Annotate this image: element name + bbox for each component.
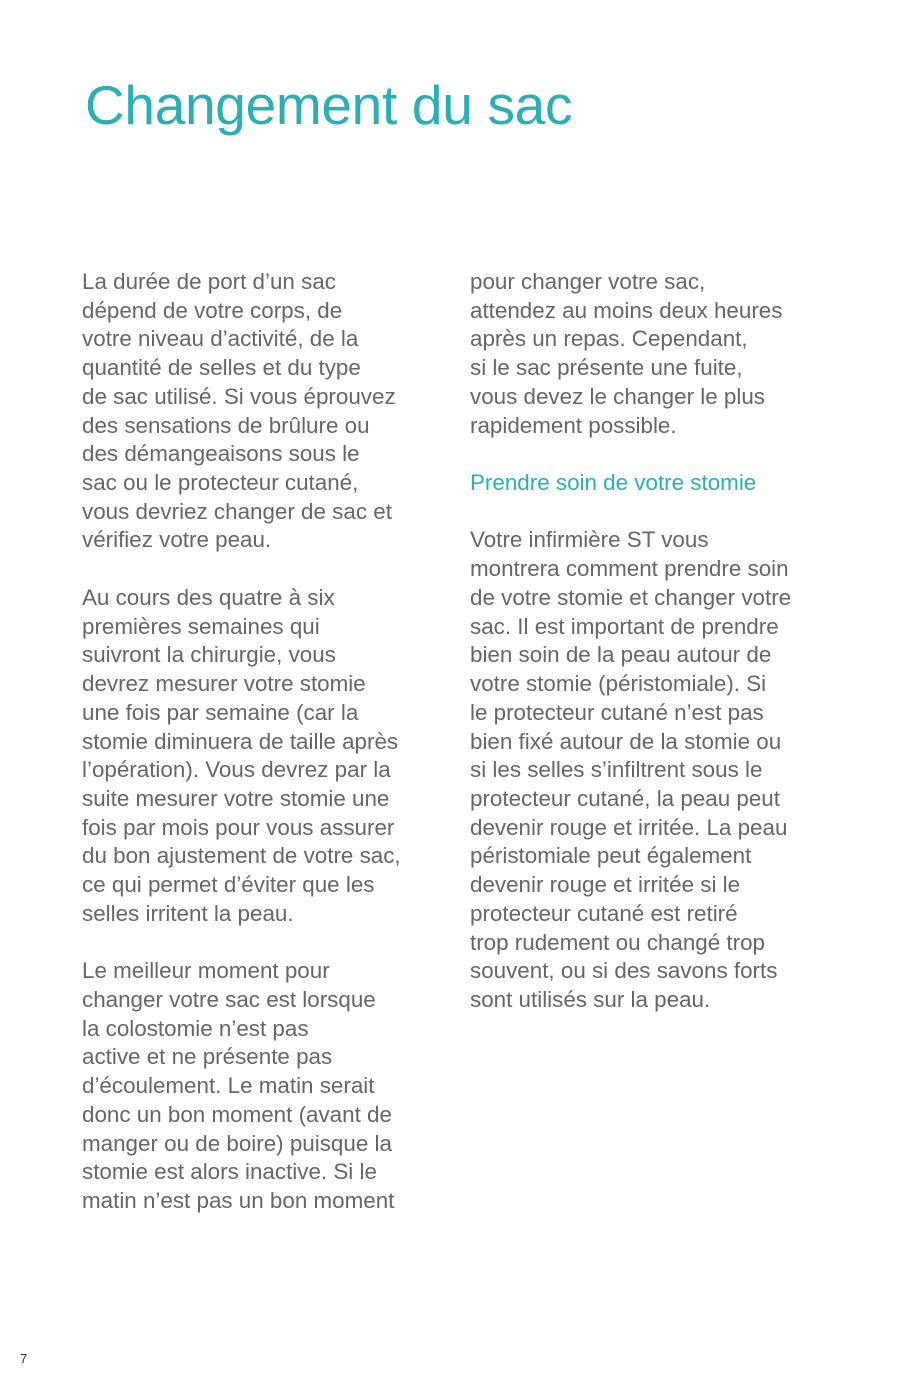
text-line: attendez au moins deux heures xyxy=(470,297,783,323)
text-line: des sensations de brûlure ou xyxy=(82,412,370,438)
text-line: ce qui permet d’éviter que les xyxy=(82,872,375,898)
text-line: suivront la chirurgie, vous xyxy=(82,642,336,668)
text-line: rapidement possible. xyxy=(470,412,677,438)
text-line: suite mesurer votre stomie une xyxy=(82,785,390,811)
text-line: l’opération). Vous devrez par la xyxy=(82,757,391,783)
text-line: devenir rouge et irritée si le xyxy=(470,872,741,898)
section-subheading: Prendre soin de votre stomie xyxy=(470,470,757,496)
text-line: devenir rouge et irritée. La peau xyxy=(470,814,788,840)
subheading-block xyxy=(470,469,850,498)
text-line: bien fixé autour de la stomie ou xyxy=(470,728,782,754)
page-title: Changement du sac xyxy=(85,74,573,136)
text-line: trop rudement ou changé trop xyxy=(470,929,766,955)
text-line: sac. Il est important de prendre xyxy=(470,613,779,639)
text-line: donc un bon moment (avant de xyxy=(82,1101,392,1127)
text-line: une fois par semaine (car la xyxy=(82,699,359,725)
text-line: sac ou le protecteur cutané, xyxy=(82,470,359,496)
right-column xyxy=(470,268,850,1043)
text-line: bien soin de la peau autour de xyxy=(470,642,772,668)
text-line: vous devriez changer de sac et xyxy=(82,498,392,524)
paragraph xyxy=(82,268,462,555)
text-line: Votre infirmière ST vous xyxy=(470,527,709,553)
text-line: si les selles s’infiltrent sous le xyxy=(470,757,763,783)
text-line: La durée de port d’un sac xyxy=(82,269,336,294)
text-line: quantité de selles et du type xyxy=(82,355,361,381)
text-line: d’écoulement. Le matin serait xyxy=(82,1073,375,1099)
left-column xyxy=(82,268,462,1244)
text-line: votre niveau d’activité, de la xyxy=(82,326,359,352)
text-line: manger ou de boire) puisque la xyxy=(82,1130,392,1156)
text-line: si le sac présente une fuite, xyxy=(470,355,743,381)
text-line: de sac utilisé. Si vous éprouvez xyxy=(82,383,396,409)
text-line: Au cours des quatre à six xyxy=(82,584,335,610)
text-line: le protecteur cutané n’est pas xyxy=(470,699,764,725)
paragraph xyxy=(82,584,462,929)
text-line: matin n’est pas un bon moment xyxy=(82,1188,395,1213)
text-line: active et ne présente pas xyxy=(82,1044,333,1070)
text-line: pour changer votre sac, xyxy=(470,269,706,294)
paragraph xyxy=(470,268,850,440)
text-line: selles irritent la peau. xyxy=(82,900,294,926)
text-line: protecteur cutané est retiré xyxy=(470,900,738,926)
text-line: vous devez le changer le plus xyxy=(470,383,765,409)
text-line: premières semaines qui xyxy=(82,613,320,639)
text-line: des démangeaisons sous le xyxy=(82,441,360,467)
text-line: Le meilleur moment pour xyxy=(82,958,330,984)
text-line: du bon ajustement de votre sac, xyxy=(82,843,401,869)
text-line: de votre stomie et changer votre xyxy=(470,584,792,610)
text-line: sont utilisés sur la peau. xyxy=(470,986,711,1012)
text-line: fois par mois pour vous assurer xyxy=(82,814,395,840)
text-line: protecteur cutané, la peau peut xyxy=(470,785,780,811)
paragraph xyxy=(82,957,462,1215)
text-line: devrez mesurer votre stomie xyxy=(82,671,366,697)
paragraph xyxy=(470,526,850,1014)
text-line: souvent, ou si des savons forts xyxy=(470,958,778,984)
text-line: stomie est alors inactive. Si le xyxy=(82,1159,377,1185)
text-line: péristomiale peut également xyxy=(470,843,752,869)
text-line: la colostomie n’est pas xyxy=(82,1015,309,1041)
text-line: stomie diminuera de taille après xyxy=(82,728,399,754)
page-number: 7 xyxy=(20,1351,28,1366)
text-line: dépend de votre corps, de xyxy=(82,297,343,323)
text-line: vérifiez votre peau. xyxy=(82,527,272,553)
text-line: montrera comment prendre soin xyxy=(470,556,789,582)
text-line: changer votre sac est lorsque xyxy=(82,986,376,1012)
text-line: votre stomie (péristomiale). Si xyxy=(470,671,767,697)
text-line: après un repas. Cependant, xyxy=(470,326,748,352)
